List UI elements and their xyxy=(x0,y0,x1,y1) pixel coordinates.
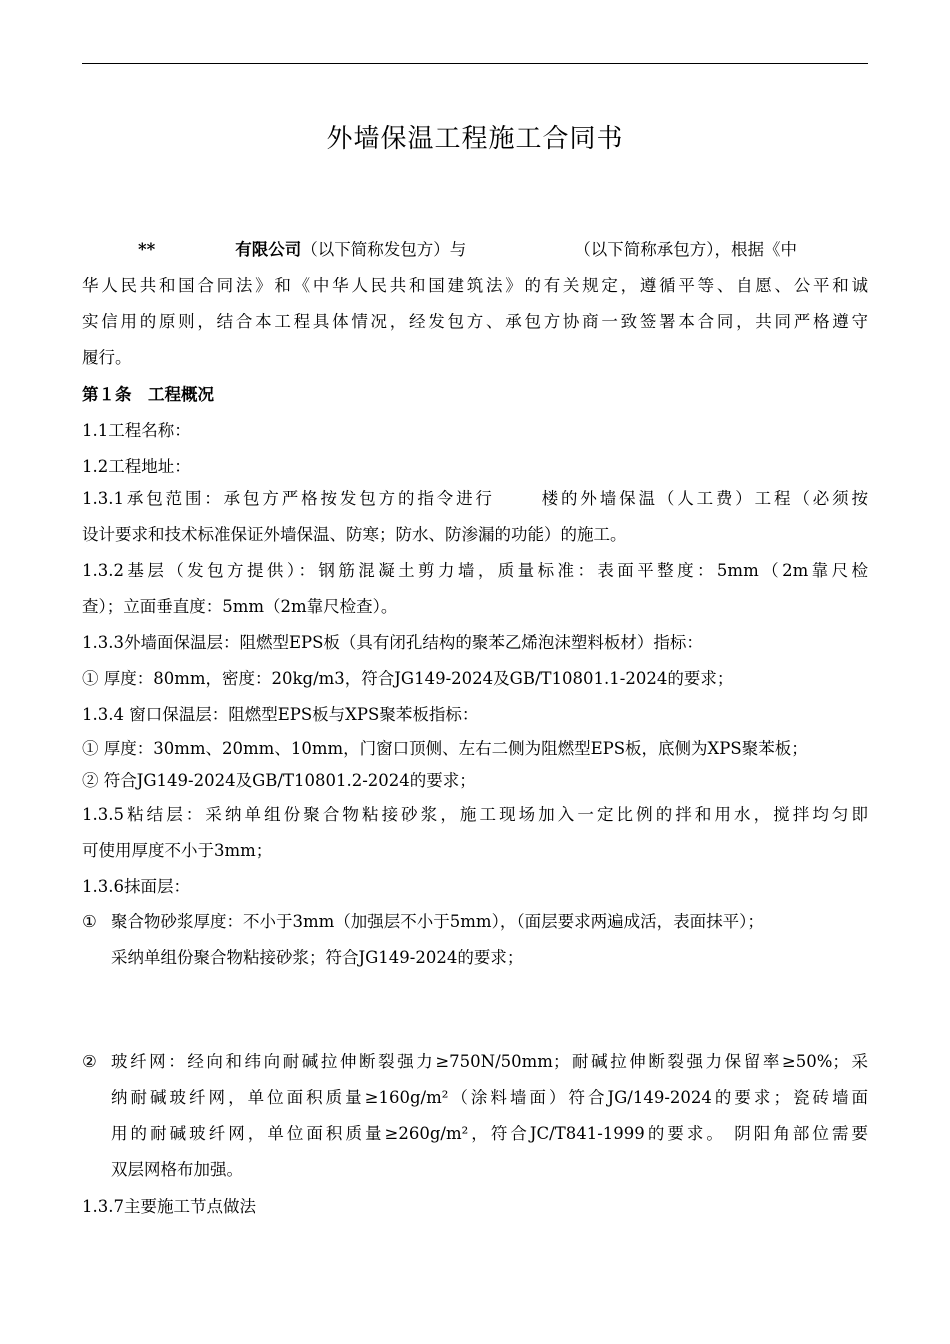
list-number-2: ② xyxy=(82,1052,97,1071)
section-1-3-5-line-1: 1.3.5粘结层：采纳单组份聚合物粘接砂浆，施工现场加入一定比例的拌和用水，搅拌均匀即 xyxy=(82,805,868,824)
section-1-3-3-item-1: ① 厚度：80mm，密度：20kg/m3，符合JG149-2024及GB/T10801.1-2024的要求； xyxy=(82,669,734,688)
section-1-3-5-line-2: 可使用厚度不小于3mm； xyxy=(82,841,273,860)
section-1-3-1-line-2: 设计要求和技术标准保证外墙保温、防寒；防水、防渗漏的功能）的施工。 xyxy=(82,525,627,544)
section-1-3-6-item-1-line-1: 聚合物砂浆厚度：不小于3mm（加强层不小于5mm），（面层要求两遍成活，表面抹平）； xyxy=(111,912,764,931)
party-a-mark: ** xyxy=(138,240,156,259)
party-a-name: 有限公司 xyxy=(235,240,302,259)
section-1-2: 1.2工程地址： xyxy=(82,457,191,476)
section-1-3-3: 1.3.3外墙面保温层：阻燃型EPS板（具有闭孔结构的聚苯乙烯泡沫塑料板材）指标： xyxy=(82,633,703,652)
document-title: 外墙保温工程施工合同书 xyxy=(326,124,624,154)
article-1-heading: 第１条 工程概况 xyxy=(82,385,214,404)
section-1-3-2-line-1: 1.3.2基层（发包方提供）：钢筋混凝土剪力墙，质量标准：表面平整度：5mm（2m靠尺检 xyxy=(82,561,868,580)
section-1-3-6-item-1-line-2: 采纳单组份聚合物粘接砂浆；符合JG149-2024的要求； xyxy=(111,948,524,967)
intro-party-a-note: （以下简称发包方）与 xyxy=(301,240,467,259)
section-1-3-6-item-2-line-1: 玻纤网：经向和纬向耐碱拉伸断裂强力≥750N/50mm；耐碱拉伸断裂强力保留率≥50%；采 xyxy=(111,1052,868,1071)
list-number-1: ① xyxy=(82,912,97,931)
intro-line-2: 华人民共和国合同法》和《中华人民共和国建筑法》的有关规定，遵循平等、自愿、公平和诚 xyxy=(82,276,868,295)
section-1-3-6-item-2-line-2: 纳耐碱玻纤网，单位面积质量≥160g/m²（涂料墙面）符合JG/149-2024的要求；瓷砖墙面 xyxy=(111,1088,868,1107)
section-1-3-4-item-2: ② 符合JG149-2024及GB/T10801.2-2024的要求； xyxy=(82,771,476,790)
section-1-3-4-item-1: ① 厚度：30mm、20mm、10mm，门窗口顶侧、左右二侧为阻燃型EPS板，底侧为XPS聚苯板； xyxy=(82,739,808,758)
section-1-3-1-line-1: 1.3.1承包范围：承包方严格按发包方的指令进行 楼的外墙保温（人工费）工程（必须按 xyxy=(82,489,868,508)
section-1-3-2-line-2: 查）；立面垂直度：5mm（2m靠尺检查）。 xyxy=(82,597,398,616)
intro-line-3: 实信用的原则，结合本工程具体情况，经发包方、承包方协商一致签署本合同，共同严格遵守 xyxy=(82,312,868,331)
section-1-3-7: 1.3.7主要施工节点做法 xyxy=(82,1197,256,1216)
section-1-3-6: 1.3.6抹面层： xyxy=(82,877,190,896)
section-1-3-4: 1.3.4 窗口保温层：阻燃型EPS板与XPS聚苯板指标： xyxy=(82,705,479,724)
intro-line-4: 履行。 xyxy=(82,348,132,367)
intro-party-b-note: （以下简称承包方），根据《中 xyxy=(574,240,798,259)
header-rule xyxy=(82,63,868,64)
intro-line-1 xyxy=(82,240,868,260)
section-1-3-6-item-2-line-3: 用的耐碱玻纤网，单位面积质量≥260g/m²，符合JC/T841-1999的要求。 阴阳角部位需要 xyxy=(111,1124,868,1143)
section-1-1: 1.1工程名称： xyxy=(82,421,191,440)
section-1-3-6-item-2-line-4: 双层网格布加强。 xyxy=(111,1160,243,1179)
